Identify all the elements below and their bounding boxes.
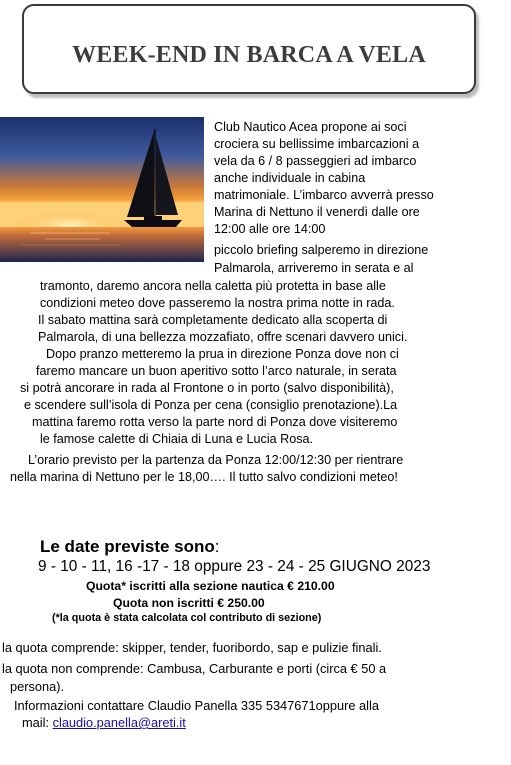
body-line: tramonto, daremo ancora nella caletta più protetta in base alle xyxy=(40,279,386,293)
body-line: si potrà ancorare in rada al Frontone o in porto (salvo disponibilità), xyxy=(20,381,394,395)
dates-list: 9 - 10 - 11, 16 -17 - 18 oppure 23 - 24 - 25 GIUGNO 2023 xyxy=(38,558,431,575)
body-line: Il sabato mattina sarà completamente dedicato alla scoperta di xyxy=(38,313,388,327)
dates-heading xyxy=(40,537,220,557)
quota-note: (*la quota è stata calcolata col contributo di sezione) xyxy=(52,612,322,624)
sailboat-sunset-photo xyxy=(0,117,204,262)
quota-iscritti: Quota* iscritti alla sezione nautica € 210.00 xyxy=(86,579,335,593)
body-line: e scendere sull’isola di Ponza per cena (consiglio prenotazione).La xyxy=(24,398,398,412)
intro-line: 12:00 alle ore 14:00 xyxy=(214,222,326,236)
quota-non-iscritti: Quota non iscritti € 250.00 xyxy=(113,596,265,610)
dates-heading-colon: : xyxy=(214,537,220,556)
intro-line: Palmarola, arriveremo in serata e al xyxy=(214,261,414,275)
intro-line: Marina di Nettuno il venerdì dalle ore xyxy=(214,205,420,219)
intro-line: anche individuale in cabina xyxy=(214,171,366,185)
mail-link[interactable]: claudio.panella@areti.it xyxy=(52,715,186,730)
intro-line: matrimoniale. L’imbarco avverrà presso xyxy=(214,188,434,202)
info-line: la quota comprende: skipper, tender, fuoribordo, sap e pulizie finali. xyxy=(2,640,382,655)
body-line: nella marina di Nettuno per le 18,00…. Il tutto salvo condizioni meteo! xyxy=(10,470,398,484)
sailboat-at-sunset-icon xyxy=(0,117,204,262)
intro-line: vela da 6 / 8 passeggieri ad imbarco xyxy=(214,154,417,168)
body-line: L’orario previsto per la partenza da Ponza 12:00/12:30 per rientrare xyxy=(28,453,404,467)
mail-label: mail: xyxy=(22,715,53,730)
info-line: Informazioni contattare Claudio Panella 335 5347671oppure alla xyxy=(14,698,379,713)
intro-line: piccolo briefing salperemo in direzione xyxy=(214,243,429,257)
intro-line: crociera su bellissime imbarcazioni a xyxy=(214,137,420,151)
contact-mail xyxy=(22,714,186,731)
body-line: le famose calette di Chiaia di Luna e Lucia Rosa. xyxy=(40,432,314,446)
body-line: Dopo pranzo metteremo la prua in direzione Ponza dove non ci xyxy=(46,347,399,361)
dates-heading-text: Le date previste sono xyxy=(40,537,215,556)
intro-line: Club Nautico Acea propone ai soci xyxy=(214,120,407,134)
body-line: faremo mancare un buon aperitivo sotto l’arco naturale, in serata xyxy=(36,364,397,378)
title-box xyxy=(22,4,476,94)
page-title: WEEK-END IN BARCA A VELA xyxy=(72,42,426,68)
info-line: persona). xyxy=(10,679,65,694)
body-line: condizioni meteo dove passeremo la nostra prima notte in rada. xyxy=(40,296,395,310)
body-line: mattina faremo rotta verso la parte nord di Ponza dove visiteremo xyxy=(32,415,398,429)
body-line: Palmarola, di una bellezza mozzafiato, offre scenari davvero unici. xyxy=(38,330,408,344)
info-line: la quota non comprende: Cambusa, Carburante e porti (circa € 50 a xyxy=(2,661,387,676)
